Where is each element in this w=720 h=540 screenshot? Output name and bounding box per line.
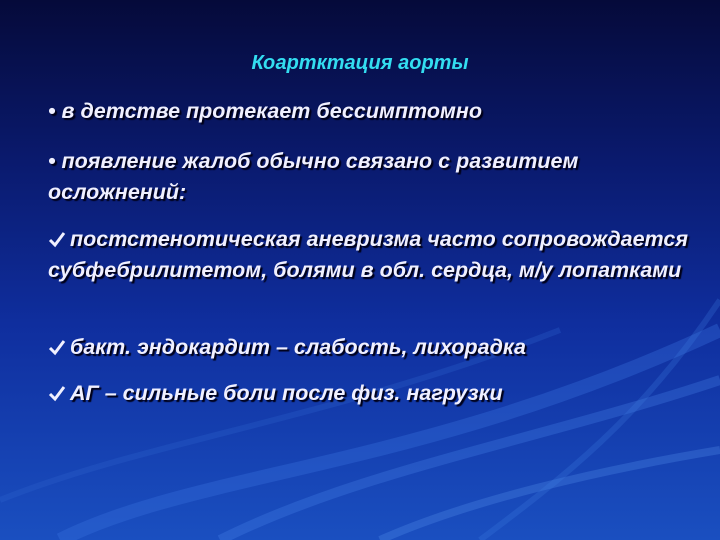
list-item <box>48 146 688 208</box>
list-item <box>48 332 688 363</box>
checkmark-icon <box>48 378 68 409</box>
list-item <box>48 96 688 127</box>
list-item-text: появление жалоб обычно связано с развитием осложнений: <box>48 149 579 204</box>
list-item-text: в детстве протекает бессимптомно <box>61 99 482 123</box>
checkmark-icon <box>48 332 68 363</box>
bullet-icon: • <box>48 149 56 173</box>
list-item <box>48 378 688 409</box>
list-item <box>48 224 688 286</box>
list-item-text: постстенотическая аневризма часто сопровождается субфебрилитетом, болями в обл. сердца, м/у лопатками <box>48 227 688 282</box>
bullet-icon: • <box>48 99 56 123</box>
checkmark-icon <box>48 224 68 255</box>
slide-title: Коартктация аорты <box>251 52 469 74</box>
list-item-text: бакт. эндокардит – слабость, лихорадка <box>70 335 526 359</box>
list-item-text: АГ – сильные боли после физ. нагрузки <box>70 381 503 405</box>
